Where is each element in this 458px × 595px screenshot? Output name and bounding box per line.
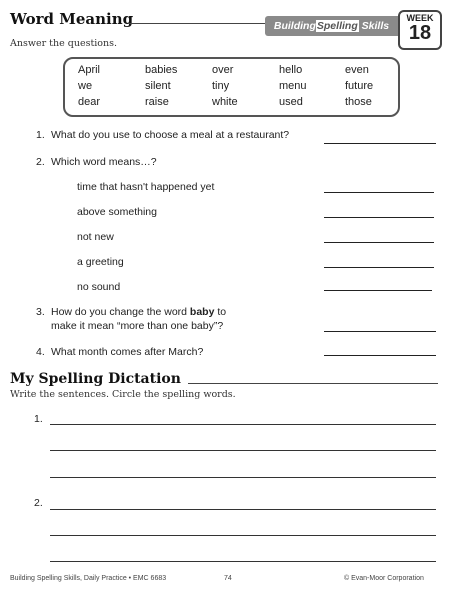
question-3-text-pre: How do you change the word [51, 306, 190, 318]
spelling-word-box [63, 57, 400, 117]
question-3-text-line2: make it mean “more than one baby”? [51, 320, 224, 332]
question-2-text: Which word means…? [51, 156, 157, 168]
writing-line[interactable] [50, 477, 436, 478]
dictation-title: My Spelling Dictation [10, 371, 181, 387]
footer-publication: Building Spelling Skills, Daily Practice • EMC 6683 [10, 575, 167, 582]
word: tiny [212, 80, 230, 92]
word: even [345, 64, 369, 76]
week-number: 18 [408, 22, 432, 44]
dictation-instructions: Write the sentences. Circle the spelling words. [10, 389, 236, 400]
writing-line[interactable] [50, 424, 436, 425]
instructions: Answer the questions. [10, 38, 118, 49]
question-4-number: 4. [36, 346, 45, 358]
word: future [345, 80, 374, 92]
answer-line-2e[interactable] [324, 290, 432, 291]
word: white [212, 96, 238, 108]
word: those [345, 96, 372, 108]
writing-line[interactable] [50, 450, 436, 451]
word: menu [279, 80, 307, 92]
dictation-item-1-number: 1. [34, 413, 43, 425]
word: used [279, 96, 303, 108]
sub-question-text: no sound [77, 281, 121, 293]
banner-text-building: Building [273, 20, 316, 32]
word: we [78, 80, 93, 92]
word: silent [145, 80, 171, 92]
question-3-keyword: baby [189, 306, 215, 318]
footer-copyright: © Evan-Moor Corporation [344, 575, 424, 582]
answer-line-2c[interactable] [324, 242, 434, 243]
word: hello [279, 64, 303, 76]
title-divider [128, 23, 265, 24]
week-label: WEEK [406, 13, 434, 23]
question-2-number: 2. [36, 156, 45, 168]
question-3-text [51, 306, 226, 318]
writing-line[interactable] [50, 535, 436, 536]
word: over [212, 64, 234, 76]
writing-line[interactable] [50, 509, 436, 510]
answer-line-2d[interactable] [324, 267, 434, 268]
word: babies [145, 64, 178, 76]
banner-text-spelling: Spelling [316, 20, 358, 32]
word: April [78, 64, 101, 76]
answer-line-4[interactable] [324, 355, 436, 356]
question-4-text: What month comes after March? [51, 346, 204, 358]
banner-text-skills: Skills [361, 20, 390, 32]
word: dear [78, 96, 101, 108]
week-badge [398, 10, 442, 50]
page-number: 74 [224, 575, 232, 582]
answer-line-3[interactable] [324, 331, 436, 332]
answer-line-2a[interactable] [324, 192, 434, 193]
sub-question-text: not new [77, 231, 114, 243]
page-title: Word Meaning [10, 10, 134, 28]
sub-question-text: above something [77, 206, 157, 218]
question-1-number: 1. [36, 129, 45, 141]
dictation-divider [188, 383, 438, 384]
dictation-item-2-number: 2. [34, 497, 43, 509]
answer-line-1[interactable] [324, 143, 436, 144]
writing-line[interactable] [50, 561, 436, 562]
sub-question-text: a greeting [77, 256, 124, 268]
word: raise [145, 96, 169, 108]
question-3-number: 3. [36, 306, 45, 318]
question-1-text: What do you use to choose a meal at a restaurant? [51, 129, 290, 141]
sub-question-text: time that hasn't happened yet [77, 181, 215, 193]
answer-line-2b[interactable] [324, 217, 434, 218]
question-3-text-post: to [214, 306, 227, 318]
series-banner [265, 16, 398, 36]
